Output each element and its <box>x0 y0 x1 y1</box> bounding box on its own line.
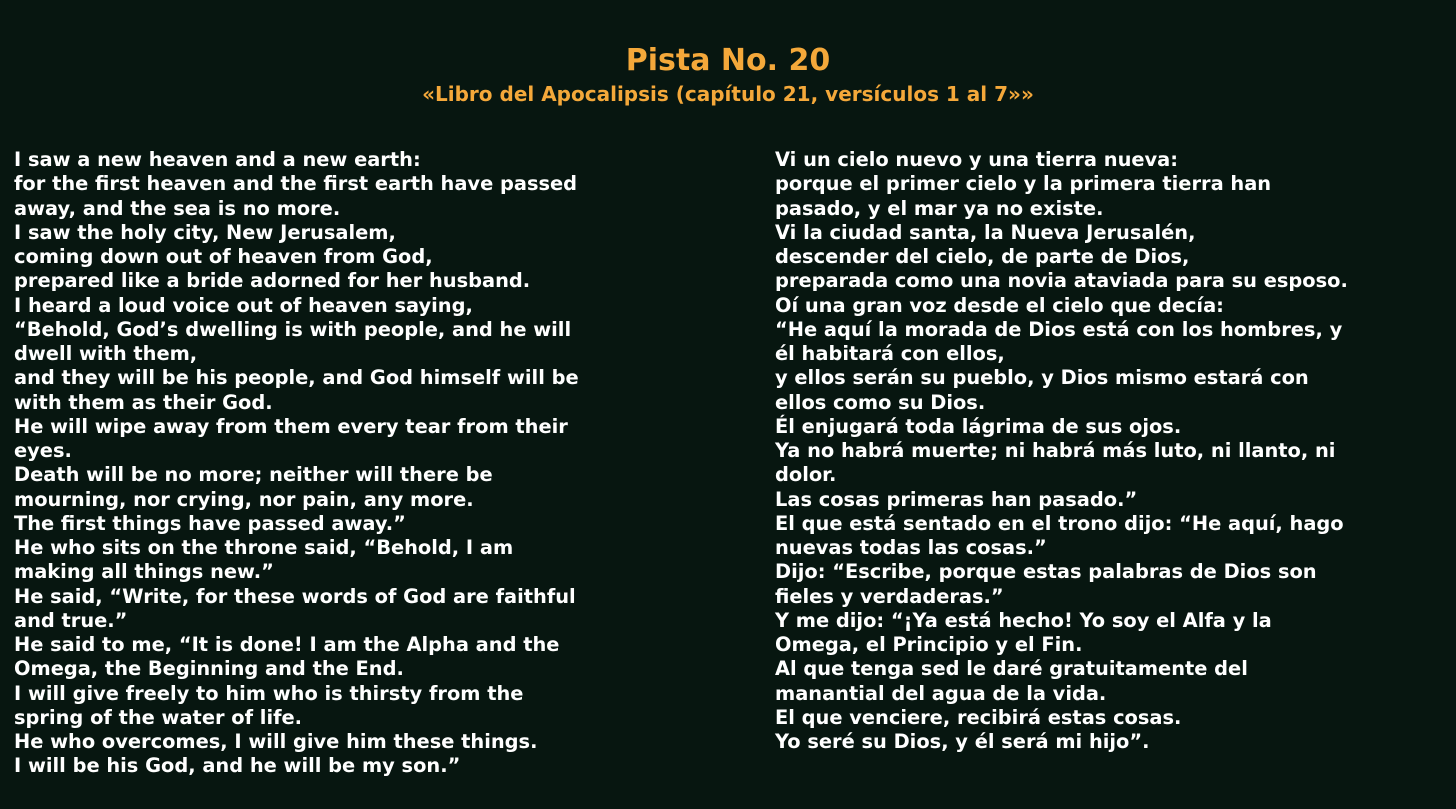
english-text-line: He who sits on the throne said, “Behold, I am <box>14 536 514 559</box>
spanish-text-line: Él enjugará toda lágrima de sus ojos. <box>775 414 1182 438</box>
spanish-text-line: ellos como su Dios. <box>775 390 986 414</box>
english-text-line: I will give freely to him who is thirsty from the <box>14 681 524 705</box>
english-text-line: I saw a new heaven and a new earth: <box>14 148 421 171</box>
english-text-line: away, and the sea is no more. <box>14 196 341 220</box>
english-text-line: prepared like a bride adorned for her husband. <box>14 269 531 293</box>
spanish-text-line: El que venciere, recibirá estas cosas. <box>775 705 1182 729</box>
spanish-text-line: “He aquí la morada de Dios está con los hombres, y <box>775 317 1343 341</box>
english-text-line: I heard a loud voice out of heaven saying, <box>14 293 473 317</box>
page-subtitle: «Libro del Apocalipsis (capítulo 21, versículos 1 al 7»» <box>422 82 1034 106</box>
english-text-line: and they will be his people, and God himself will be <box>14 366 579 390</box>
english-text-column <box>14 148 734 779</box>
spanish-text-line: Dijo: “Escribe, porque estas palabras de Dios son <box>775 560 1317 584</box>
english-text-line: “Behold, God’s dwelling is with people, and he will <box>14 317 572 341</box>
english-text-line: spring of the water of life. <box>14 705 303 729</box>
english-text-line: and true.” <box>14 608 128 632</box>
spanish-text-line: Las cosas primeras han pasado.” <box>775 487 1138 511</box>
english-text-line: Omega, the Beginning and the End. <box>14 657 404 681</box>
english-text-line: dwell with them, <box>14 342 198 365</box>
spanish-text-line: Ya no habrá muerte; ni habrá más luto, ni llanto, ni <box>775 439 1336 462</box>
spanish-text-line: pasado, y el mar ya no existe. <box>775 196 1104 220</box>
spanish-text-line: fieles y verdaderas.” <box>775 584 1004 608</box>
english-text-line: making all things new.” <box>14 560 274 584</box>
english-text-line: for the first heaven and the first earth have passed <box>14 172 578 196</box>
spanish-text-line: Vi un cielo nuevo y una tierra nueva: <box>775 148 1179 171</box>
english-text-line: He will wipe away from them every tear from their <box>14 414 568 438</box>
spanish-text-line: El que está sentado en el trono dijo: “He aquí, hago <box>775 511 1344 535</box>
spanish-text-line: descender del cielo, de parte de Dios, <box>775 245 1190 268</box>
english-text-line: mourning, nor crying, nor pain, any more. <box>14 487 474 511</box>
english-text-line: with them as their God. <box>14 390 273 414</box>
spanish-text-line: Yo seré su Dios, y él será mi hijo”. <box>775 730 1150 753</box>
spanish-text-line: Omega, el Principio y el Fin. <box>775 633 1083 656</box>
spanish-text-line: nuevas todas las cosas.” <box>775 536 1047 559</box>
spanish-text-line: manantial del agua de la vida. <box>775 681 1107 705</box>
spanish-text-line: Y me dijo: “¡Ya está hecho! Yo soy el Alfa y la <box>775 608 1272 632</box>
spanish-text-column <box>775 148 1455 754</box>
english-text-line: He said, “Write, for these words of God are faithful <box>14 584 576 608</box>
english-text-line: eyes. <box>14 439 72 462</box>
english-text-line: He who overcomes, I will give him these things. <box>14 730 538 753</box>
spanish-text-line: Al que tenga sed le daré gratuitamente del <box>775 657 1248 681</box>
spanish-text-line: Oí una gran voz desde el cielo que decía: <box>775 293 1224 317</box>
english-text-line: I saw the holy city, New Jerusalem, <box>14 220 396 244</box>
spanish-text-line: preparada como una novia ataviada para su esposo. <box>775 269 1348 293</box>
english-text-line: I will be his God, and he will be my son.” <box>14 754 461 778</box>
spanish-text-line: dolor. <box>775 463 837 487</box>
page-title: Pista No. 20 <box>625 43 831 78</box>
header <box>0 40 1456 106</box>
english-text-line: The first things have passed away.” <box>14 511 406 535</box>
english-text-line: coming down out of heaven from God, <box>14 245 433 268</box>
spanish-text-line: él habitará con ellos, <box>775 342 1005 365</box>
spanish-text-line: porque el primer cielo y la primera tierra han <box>775 172 1272 196</box>
spanish-text-line: Vi la ciudad santa, la Nueva Jerusalén, <box>775 220 1196 244</box>
english-text-line: Death will be no more; neither will there be <box>14 463 493 487</box>
spanish-text-line: y ellos serán su pueblo, y Dios mismo estará con <box>775 366 1309 390</box>
english-text-line: He said to me, “It is done! I am the Alpha and the <box>14 633 560 656</box>
